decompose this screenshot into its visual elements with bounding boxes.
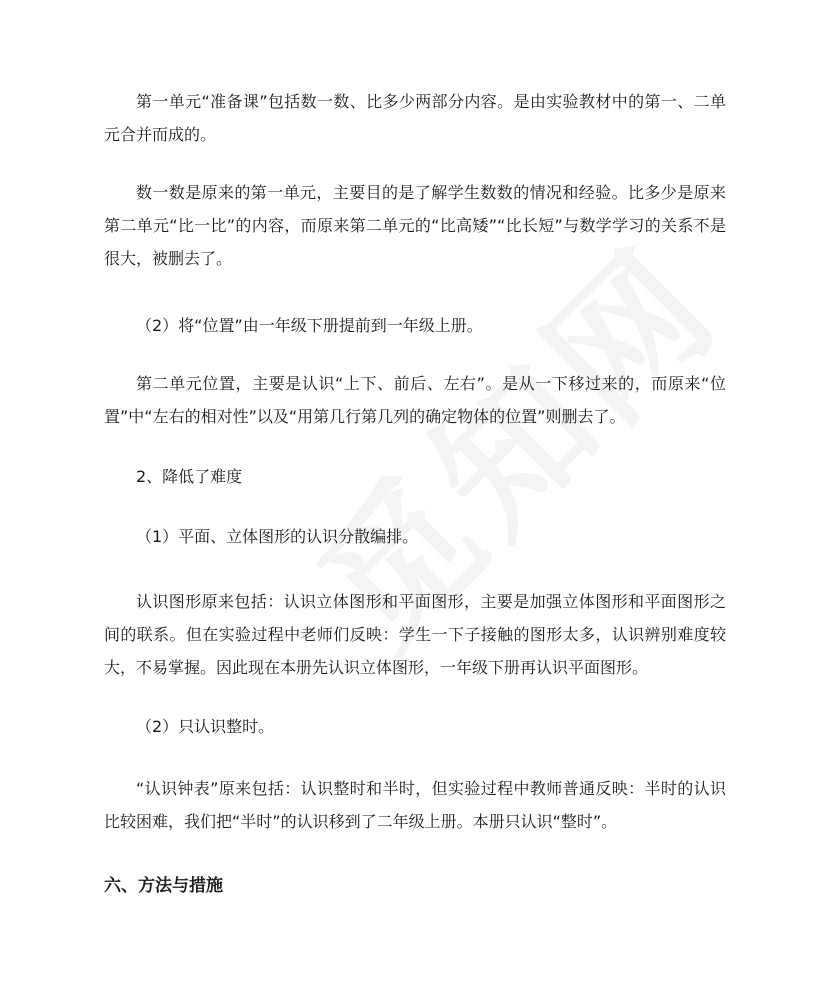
paragraph-6: （1）平面、立体图形的认识分散编排。 bbox=[136, 527, 419, 546]
paragraph-8: （2）只认识整时。 bbox=[136, 717, 275, 736]
paragraph-5: 2、降低了难度 bbox=[136, 467, 243, 486]
paragraph-2: 数一数是原来的第一单元，主要目的是了解学生数数的情况和经验。比多少是原来第二单元“比一比”的内容，而原来第二单元的“比高矮”“比长短”与数学学习的关系不是很大，被删去了。 bbox=[104, 183, 726, 268]
section-heading: 六、方法与措施 bbox=[104, 876, 223, 896]
paragraph-9: “认识钟表”原来包括：认识整时和半时，但实验过程中教师普通反映：半时的认识比较困难，我们把“半时”的认识移到了二年级上册。本册只认识“整时”。 bbox=[104, 779, 726, 831]
paragraph-7: 认识图形原来包括：认识立体图形和平面图形，主要是加强立体图形和平面图形之间的联系。但在实验过程中老师们反映：学生一下子接触的图形太多，认识辨别难度较大，不易掌握。因此现在本册先认识立体图形，一年级下册再认识平面图形。 bbox=[104, 592, 726, 677]
paragraph-3: （2）将“位置”由一年级下册提前到一年级上册。 bbox=[136, 316, 483, 335]
paragraph-1: 第一单元“准备课”包括数一数、比多少两部分内容。是由实验教材中的第一、二单元合并而成的。 bbox=[104, 92, 726, 144]
paragraph-4: 第二单元位置，主要是认识“上下、前后、左右”。是从一下移过来的，而原来“位置”中“左右的相对性”以及“用第几行第几列的确定物体的位置”则删去了。 bbox=[104, 374, 726, 426]
